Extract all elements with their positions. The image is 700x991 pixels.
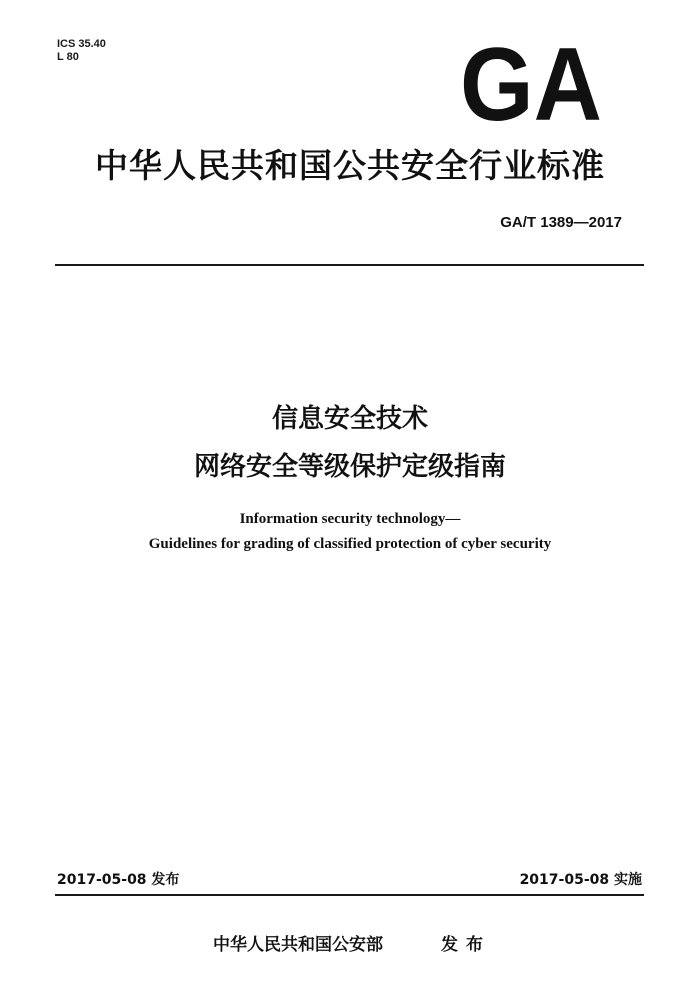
ics-code: ICS 35.40 xyxy=(57,38,106,50)
ccs-code: L 80 xyxy=(57,51,79,63)
publisher-name: 中华人民共和国公安部 xyxy=(213,935,383,955)
cn-title-line-2: 网络安全等级保护定级指南 xyxy=(193,452,506,482)
cn-title-line-1: 信息安全技术 xyxy=(271,404,428,434)
top-divider xyxy=(55,264,644,266)
classification-codes xyxy=(57,38,106,64)
en-title-line-1: Information security technology— xyxy=(239,511,461,527)
ga-logo-text: GA xyxy=(460,38,602,126)
ga-logo xyxy=(458,38,604,126)
bottom-divider xyxy=(55,894,644,896)
standard-number: GA/T 1389—2017 xyxy=(500,214,622,231)
implementation-date: 2017-05-08 实施 xyxy=(519,872,642,888)
publish-label: 发布 xyxy=(441,935,491,955)
issue-date: 2017-05-08 发布 xyxy=(57,872,180,888)
standard-category-title: 中华人民共和国公共安全行业标准 xyxy=(95,146,605,185)
en-title-line-2: Guidelines for grading of classified protection of cyber security xyxy=(148,536,552,552)
